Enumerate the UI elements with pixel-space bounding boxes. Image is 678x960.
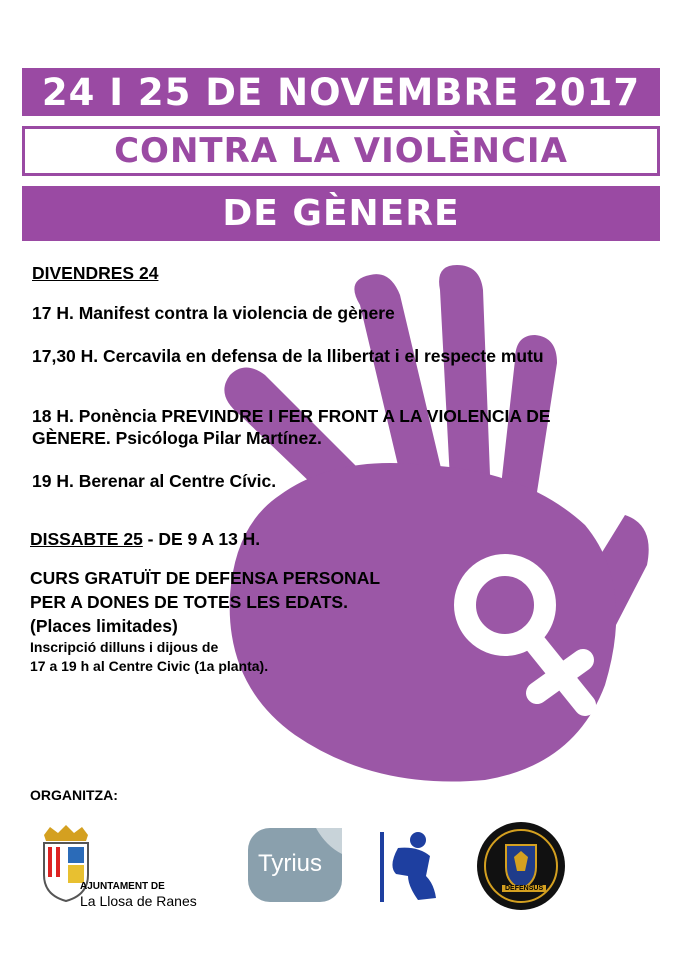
saturday-title: DISSABTE 25 <box>30 529 143 549</box>
date-banner <box>22 68 660 116</box>
course-line: PER A DONES DE TOTES LES EDATS. <box>30 592 348 612</box>
event-item: 18 H. Ponència PREVINDRE I FER FRONT A LA VIOLENCIA DE GÈNERE. Psicóloga Pilar Martínez. <box>32 406 551 448</box>
signup-line: 17 a 19 h al Centre Civic (1a planta). <box>30 658 269 674</box>
defensus-emblem-icon <box>476 821 566 911</box>
defensus-label: DEFENSUS <box>502 885 546 892</box>
ajuntament-town: La Llosa de Ranes <box>80 893 197 909</box>
subtitle-text: CONTRA LA VIOLÈNCIA <box>114 131 568 171</box>
tyrius-label: Tyrius <box>258 850 323 877</box>
subtitle-banner-2 <box>22 186 660 241</box>
association-logo <box>378 826 444 908</box>
subtitle-text-2: DE GÈNERE <box>222 193 460 234</box>
ajuntament-logo <box>36 825 226 910</box>
defensus-logo <box>476 821 566 911</box>
saturday-heading <box>30 528 260 550</box>
friday-heading: DIVENDRES 24 <box>32 263 159 283</box>
course-line: (Places limitades) <box>30 616 178 636</box>
event-item: 19 H. Berenar al Centre Cívic. <box>32 471 277 491</box>
organizers-label: ORGANITZA: <box>30 787 118 803</box>
saturday-time: - DE 9 A 13 H. <box>142 529 261 549</box>
event-item: 17,30 H. Cercavila en defensa de la llibertat i el respecte mutu <box>32 346 544 366</box>
tyrius-logo <box>246 826 344 904</box>
event-item: 17 H. Manifest contra la violencia de gènere <box>32 303 395 323</box>
hand-venus-icon <box>185 265 655 785</box>
course-line: CURS GRATUÏT DE DEFENSA PERSONAL <box>30 568 381 588</box>
date-title: 24 I 25 DE NOVEMBRE 2017 <box>41 70 641 114</box>
subtitle-banner <box>22 126 660 176</box>
dancer-figure-icon <box>378 826 444 908</box>
signup-line: Inscripció dilluns i dijous de <box>30 639 219 655</box>
ajuntament-label: AJUNTAMENT DE <box>80 881 165 892</box>
